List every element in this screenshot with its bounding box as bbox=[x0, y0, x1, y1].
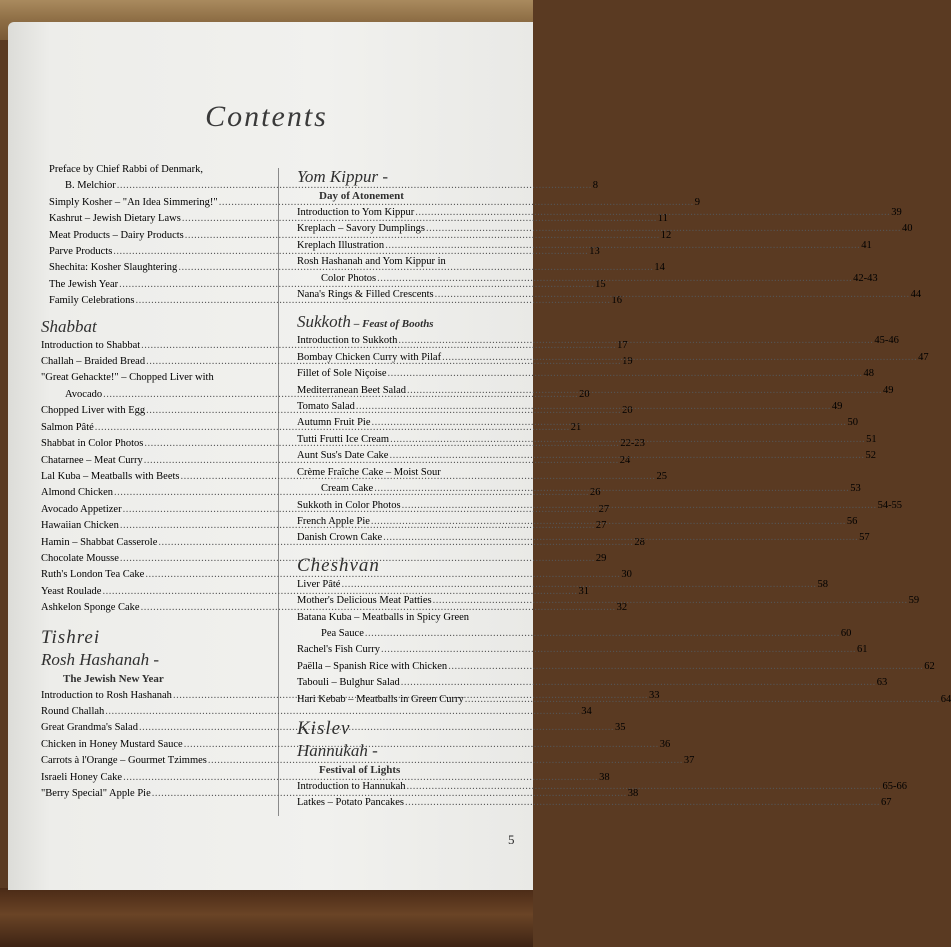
toc-entry-page: 57 bbox=[859, 532, 870, 544]
toc-entry-label: Pea Sauce bbox=[321, 627, 364, 639]
toc-entry-page: 60 bbox=[840, 627, 852, 639]
toc-entry-label: Chicken in Honey Mustard Sauce bbox=[41, 738, 183, 750]
toc-entry-label: B. Melchior bbox=[65, 180, 116, 192]
dot-leader bbox=[383, 530, 858, 546]
creme-line1: Crème Fraîche Cake – Moist Sour bbox=[297, 466, 441, 478]
toc-entry-label: Nana's Rings & Filled Crescents bbox=[297, 289, 434, 301]
page-title: Contents bbox=[205, 100, 328, 133]
dot-leader bbox=[388, 366, 863, 382]
toc-entry-page: 45-46 bbox=[874, 335, 899, 347]
toc-entry-page: 40 bbox=[902, 223, 913, 235]
toc-entry-page: 20 bbox=[622, 405, 633, 417]
toc-entry-label: Mother's Delicious Meat Patties bbox=[297, 595, 432, 607]
dot-leader bbox=[372, 415, 847, 431]
toc-entry-label: Kreplach – Savory Dumplings bbox=[297, 223, 426, 235]
toc-entry bbox=[297, 642, 868, 658]
toc-entry-page: 63 bbox=[876, 677, 888, 689]
dot-leader bbox=[385, 238, 860, 254]
toc-entry-page: 27 bbox=[598, 503, 610, 515]
toc-entry-label: Tutti Frutti Ice Cream bbox=[297, 433, 390, 445]
toc-entry-label: Paëlla – Spanish Rice with Chicken bbox=[297, 660, 448, 672]
toc-entry-page: 38 bbox=[627, 788, 639, 799]
toc-entry-label: Introduction to Hannukah bbox=[297, 780, 406, 792]
toc-entry-page: 25 bbox=[656, 470, 668, 482]
toc-entry-label: Cream Cake bbox=[321, 483, 374, 495]
toc-entry-page: 14 bbox=[654, 262, 665, 274]
dot-leader bbox=[426, 221, 901, 237]
toc-entry-label: "Berry Special" Apple Pie bbox=[41, 788, 151, 799]
toc-entry-page: 13 bbox=[589, 246, 600, 258]
dot-leader bbox=[377, 271, 852, 287]
preface-line1: Preface by Chief Rabbi of Denmark, bbox=[49, 164, 203, 175]
toc-entry-page: 24 bbox=[619, 454, 631, 466]
toc-entry-label: Avocado Appetizer bbox=[41, 503, 122, 515]
toc-entry-page: 42-43 bbox=[853, 272, 878, 284]
toc-entry-label: Parve Products bbox=[49, 246, 113, 258]
toc-entry-label: Kreplach Illustration bbox=[297, 239, 385, 251]
toc-entry-label: Shechita: Kosher Slaughtering bbox=[49, 262, 178, 274]
toc-entry-page: 9 bbox=[694, 196, 700, 208]
section-caption-day-of-atonement: Day of Atonement bbox=[319, 190, 404, 202]
dot-leader bbox=[406, 779, 881, 795]
toc-entry-label: Ruth's London Tea Cake bbox=[41, 569, 145, 581]
dot-leader bbox=[356, 399, 831, 415]
toc-entry-label: Color Photos bbox=[321, 272, 377, 284]
toc-entry-label: Danish Crown Cake bbox=[297, 532, 383, 544]
toc-entry-page: 47 bbox=[918, 351, 929, 363]
toc-entry-label: Autumn Fruit Pie bbox=[297, 417, 371, 429]
toc-entry-page: 8 bbox=[592, 180, 598, 192]
toc-entry bbox=[297, 675, 888, 691]
toc-entry-page: 26 bbox=[590, 487, 601, 499]
toc-entry-page: 56 bbox=[846, 515, 858, 527]
toc-entry-label: Chopped Liver with Egg bbox=[41, 405, 146, 417]
toc-entry-page: 21 bbox=[570, 421, 582, 433]
toc-entry-label: Chatarnee – Meat Curry bbox=[41, 454, 143, 466]
toc-entry-label: Simply Kosher – "An Idea Simmering!" bbox=[49, 196, 218, 208]
section-title-sukkoth-text: Sukkoth bbox=[297, 312, 351, 332]
toc-entry-label: Bombay Chicken Curry with Pilaf bbox=[297, 351, 442, 363]
toc-entry-page: 62 bbox=[924, 660, 935, 672]
toc-entry-label: Shabbat in Color Photos bbox=[41, 438, 144, 450]
toc-entry-label: Aunt Sus's Date Cake bbox=[297, 450, 389, 462]
section-caption-festival-of-lights: Festival of Lights bbox=[319, 763, 401, 776]
section-title-shabbat: Shabbat bbox=[41, 316, 97, 336]
toc-entry-label: Kashrut – Jewish Dietary Laws bbox=[49, 213, 181, 225]
dot-leader bbox=[398, 333, 873, 349]
section-caption-jewish-new-year: The Jewish New Year bbox=[63, 672, 164, 685]
section-subtitle-hannukah: Hannukah - bbox=[297, 740, 378, 760]
toc-entry-label: Ashkelon Sponge Cake bbox=[41, 602, 140, 614]
dot-leader bbox=[371, 514, 846, 530]
toc-entry-page: 27 bbox=[595, 520, 607, 532]
section-title-yom-kippur: Yom Kippur - bbox=[297, 167, 389, 186]
dot-leader bbox=[341, 577, 816, 593]
toc-entry bbox=[41, 753, 695, 769]
toc-entry-page: 65-66 bbox=[882, 780, 907, 792]
dot-leader bbox=[448, 659, 923, 675]
toc-entry-label: Almond Chicken bbox=[41, 487, 114, 499]
dot-leader bbox=[433, 593, 908, 609]
section-subtitle-rosh-hashanah: Rosh Hashanah - bbox=[41, 649, 160, 669]
gehackte-line1: "Great Gehackte!" – Chopped Liver with bbox=[41, 372, 214, 384]
dot-leader bbox=[402, 498, 877, 514]
section-caption-feast-of-booths: – Feast of Booths bbox=[353, 318, 434, 331]
toc-entry-page: 58 bbox=[817, 578, 828, 590]
toc-entry-page: 52 bbox=[865, 450, 876, 462]
toc-entry-label: Introduction to Yom Kippur bbox=[297, 207, 415, 218]
toc-entry-label: Family Celebrations bbox=[49, 295, 135, 307]
toc-entry-label: Introduction to Shabbat bbox=[41, 339, 141, 351]
section-title-cheshvan: Cheshvan bbox=[297, 554, 380, 576]
toc-entry-page: 39 bbox=[891, 207, 902, 218]
toc-entry-label: Sukkoth in Color Photos bbox=[297, 499, 401, 511]
toc-entry-page: 22-23 bbox=[620, 438, 645, 450]
toc-entry-label: Hawaiian Chicken bbox=[41, 520, 119, 532]
dot-leader bbox=[374, 481, 849, 497]
toc-entry bbox=[41, 567, 632, 583]
dot-leader bbox=[405, 795, 880, 811]
toc-entry-label: Chocolate Mousse bbox=[41, 552, 119, 564]
toc-entry-page: 44 bbox=[910, 289, 922, 301]
toc-entry-page: 38 bbox=[599, 771, 610, 783]
dot-leader bbox=[401, 675, 876, 691]
wood-table-bottom bbox=[0, 888, 533, 947]
toc-entry bbox=[297, 795, 892, 811]
toc-entry-label: Liver Pâté bbox=[297, 578, 341, 590]
toc-entry-page: 48 bbox=[863, 368, 875, 380]
toc-entry-label: Great Grandma's Salad bbox=[41, 722, 138, 734]
dot-leader bbox=[465, 692, 940, 708]
toc-entry-page: 32 bbox=[616, 602, 628, 614]
toc-entry-label: Introduction to Sukkoth bbox=[297, 335, 398, 347]
toc-entry-label: French Apple Pie bbox=[297, 515, 370, 527]
toc-entry-page: 50 bbox=[847, 417, 859, 429]
toc-entry bbox=[297, 366, 875, 382]
toc-entry-label: Yeast Roulade bbox=[41, 585, 102, 597]
dot-leader bbox=[389, 448, 864, 464]
toc-entry-label: Fillet of Sole Niçoise bbox=[297, 368, 387, 380]
photos-line1: Rosh Hashanah and Yom Kippur in bbox=[297, 256, 446, 268]
section-title-kislev: Kislev bbox=[297, 717, 351, 739]
toc-entry-page: 30 bbox=[621, 569, 632, 581]
toc-entry-page: 29 bbox=[595, 552, 607, 564]
toc-entry-label: Lal Kuba – Meatballs with Beets bbox=[41, 470, 180, 482]
section-title-sukkoth bbox=[297, 311, 516, 333]
toc-entry-label: Latkes – Potato Pancakes bbox=[297, 797, 405, 809]
toc-entry-label: Introduction to Rosh Hashanah bbox=[41, 689, 172, 701]
toc-entry-page: 17 bbox=[617, 339, 628, 351]
toc-entry-page: 35 bbox=[614, 722, 626, 734]
toc-entry-label: Round Challah bbox=[41, 705, 105, 717]
toc-entry-label: Hamin – Shabbat Casserole bbox=[41, 536, 158, 548]
toc-entry-page: 12 bbox=[660, 229, 672, 241]
toc-entry-label: Avocado bbox=[65, 388, 103, 400]
toc-entry-page: 11 bbox=[657, 213, 668, 225]
toc-entry-batana bbox=[297, 626, 852, 642]
dot-leader bbox=[365, 626, 840, 642]
toc-entry-page: 37 bbox=[683, 755, 695, 767]
toc-entry-label: Rachel's Fish Curry bbox=[297, 644, 380, 656]
toc-entry-page: 19 bbox=[622, 356, 633, 368]
dot-leader bbox=[407, 383, 882, 399]
toc-entry-page: 16 bbox=[611, 295, 622, 307]
toc-entry-preface bbox=[41, 178, 598, 194]
page-number: 5 bbox=[508, 832, 515, 847]
toc-entry-page: 36 bbox=[659, 738, 671, 750]
toc-entry-label: Meat Products – Dairy Products bbox=[49, 229, 184, 241]
toc-entry bbox=[41, 704, 592, 720]
toc-entry-label: Tabouli – Bulghur Salad bbox=[297, 677, 400, 689]
toc-entry-page: 33 bbox=[648, 689, 660, 701]
toc-entry-label: Mediterranean Beet Salad bbox=[297, 384, 407, 396]
toc-entry-page: 51 bbox=[866, 433, 877, 445]
section-title-tishrei: Tishrei bbox=[41, 626, 101, 648]
toc-entry-page: 28 bbox=[634, 536, 645, 548]
toc-entry-page: 59 bbox=[908, 595, 920, 607]
toc-entry-page: 34 bbox=[581, 705, 592, 717]
dot-leader bbox=[390, 432, 865, 448]
toc-entry-page: 61 bbox=[856, 644, 868, 656]
toc-entry-page: 49 bbox=[831, 401, 843, 413]
toc-entry-page: 20 bbox=[579, 388, 590, 400]
toc-entry-label: Challah – Braided Bread bbox=[41, 356, 146, 368]
toc-entry-page: 41 bbox=[861, 239, 872, 251]
toc-entry-label: Hari Kebab – Meatballs in Green Curry bbox=[297, 693, 464, 705]
batana-line1: Batana Kuba – Meatballs in Spicy Green bbox=[297, 611, 470, 623]
toc-entry-label: The Jewish Year bbox=[49, 278, 119, 290]
toc-entry-label: Israeli Honey Cake bbox=[41, 771, 123, 783]
dot-leader bbox=[442, 350, 917, 366]
toc-entry-page: 15 bbox=[595, 278, 606, 290]
dot-leader bbox=[381, 642, 856, 658]
toc-entry-page: 67 bbox=[881, 797, 892, 809]
toc-entry-page: 53 bbox=[850, 483, 861, 495]
toc-entry-page: 49 bbox=[883, 384, 894, 396]
toc-entry-label: Salmon Pâté bbox=[41, 421, 94, 433]
toc-entry-label: Carrots à l'Orange – Gourmet Tzimmes bbox=[41, 755, 207, 767]
toc-entry-label: Tomato Salad bbox=[297, 401, 355, 413]
dot-leader bbox=[415, 205, 890, 221]
toc-entry-page: 31 bbox=[578, 585, 589, 597]
toc-entry bbox=[297, 659, 935, 675]
dot-leader bbox=[435, 287, 910, 303]
toc-entry-page: 64 bbox=[940, 693, 951, 705]
toc-entry-page: 54-55 bbox=[877, 499, 903, 511]
